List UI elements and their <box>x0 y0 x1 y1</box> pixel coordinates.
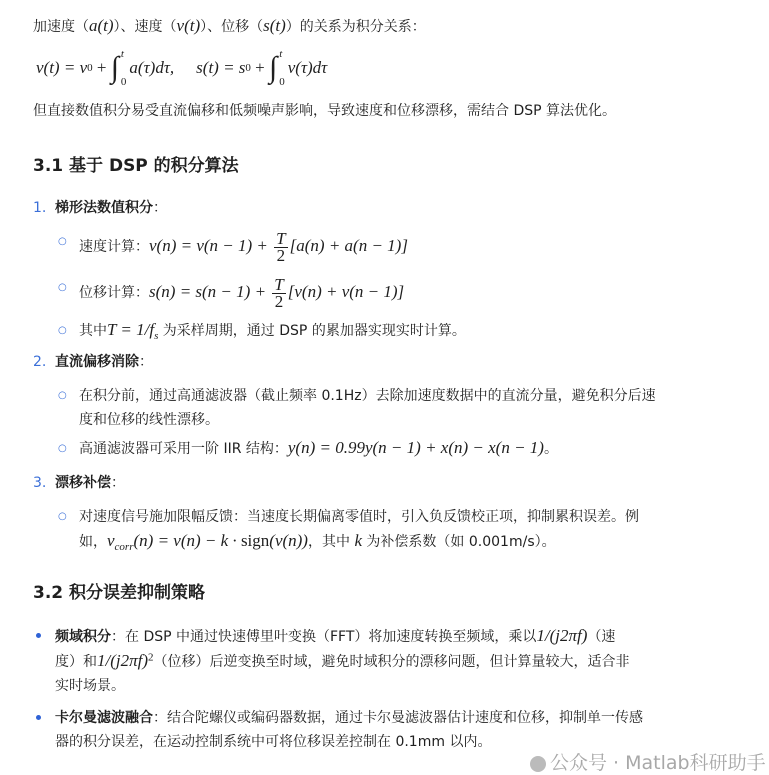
text: ： <box>153 200 167 216</box>
item-title: 漂移补偿 <box>55 475 111 491</box>
math: T = 1/f <box>107 320 155 339</box>
text: 度和位移的线性漂移。 <box>79 412 219 428</box>
bullet-icon <box>36 633 41 638</box>
text: ）的关系为积分关系： <box>285 19 426 35</box>
math: (v(n)) <box>269 531 308 550</box>
text: 结合陀螺仪或编码器数据，通过卡尔曼滤波器估计速度和位移，抑制单一传感 <box>167 710 643 726</box>
text: ： <box>111 629 125 645</box>
text: 为采样周期，通过 DSP 的累加器实现实时计算。 <box>158 323 466 339</box>
math: y(n) = 0.99y(n − 1) + x(n) − x(n − 1) <box>287 438 544 457</box>
watermark <box>530 753 766 773</box>
upper: t <box>279 48 283 60</box>
text: 其中 <box>79 323 107 339</box>
math: s(t) = s <box>196 58 246 77</box>
math: k <box>354 531 362 550</box>
text: 。 <box>543 441 558 457</box>
text: 在积分前，通过高通滤波器（截止频率 0.1Hz）去除加速度数据中的直流分量，避免积分后速 <box>79 388 656 404</box>
fraction <box>272 274 285 311</box>
math: s(n) = s(n − 1) + <box>149 282 271 301</box>
limits <box>279 48 285 88</box>
text: ： <box>111 475 125 491</box>
text: 在 DSP 中通过快速傅里叶变换（FFT）将加速度转换至频域，乘以 <box>125 629 537 645</box>
text: ： <box>139 354 153 370</box>
lower: 0 <box>279 76 285 88</box>
sub-item <box>79 505 639 554</box>
list-number: 1. <box>33 200 47 216</box>
list-number: 2. <box>33 354 47 370</box>
math: sign <box>240 531 270 550</box>
sub-item <box>79 274 404 311</box>
math: a(τ)dτ, <box>129 58 175 77</box>
text: 为补偿系数（如 0.001m/s）。 <box>361 534 556 550</box>
text: （位移）后逆变换至时域，避免时域积分的漂移问题，但计算量较大，适合非 <box>153 654 630 670</box>
list-item <box>33 351 153 373</box>
math: v(t) <box>176 16 201 35</box>
math: 1/(j2πf) <box>536 626 588 645</box>
text: 实时场景。 <box>55 678 125 694</box>
sub-item <box>79 437 558 460</box>
section-heading: 3.1 基于 DSP 的积分算法 <box>33 156 239 176</box>
watermark-text: 公众号 · Matlab科研助手 <box>550 752 766 774</box>
math: s(t) <box>263 16 286 35</box>
list-number: 3. <box>33 475 47 491</box>
math: [a(n) + a(n − 1)] <box>289 236 408 255</box>
item-title: 梯形法数值积分 <box>55 200 153 216</box>
integral-sign: ∫ <box>269 51 278 84</box>
circle-bullet-icon: ○ <box>58 325 67 336</box>
text: 高通滤波器可采用一阶 IIR 结构： <box>79 441 288 457</box>
fraction <box>274 228 287 265</box>
text: （速 <box>587 629 616 645</box>
bullet-item <box>55 706 643 754</box>
item-title: 直流偏移消除 <box>55 354 139 370</box>
denominator: 2 <box>274 291 284 311</box>
upper: t <box>120 48 124 60</box>
math: v <box>107 531 115 550</box>
text: 度）和 <box>55 654 97 670</box>
math: 2 <box>148 651 154 664</box>
list-item <box>33 197 167 219</box>
math: corr <box>114 540 134 553</box>
section-heading: 3.2 积分误差抑制策略 <box>33 583 206 603</box>
circle-bullet-icon: ○ <box>58 443 67 454</box>
text: ，其中 <box>307 534 355 550</box>
math: 1/(j2πf) <box>97 651 149 670</box>
text: 器的积分误差，在运动控制系统中可将位移误差控制在 0.1mm 以内。 <box>55 734 492 750</box>
text: ）、位移（ <box>200 19 264 35</box>
math: v(t) = v <box>36 58 88 77</box>
text: 加速度（ <box>33 19 89 35</box>
list-item <box>33 472 125 494</box>
intro-note: 但直接数值积分易受直流偏移和低频噪声影响，导致速度和位移漂移，需结合 DSP 算法优化。 <box>33 103 617 119</box>
text: 对速度信号施加限幅反馈：当速度长期偏离零值时，引入负反馈校正项，抑制累积误差。例 <box>79 509 639 525</box>
circle-bullet-icon: ○ <box>58 511 67 522</box>
math: [v(n) + v(n − 1)] <box>287 282 405 301</box>
text: 如， <box>79 534 107 550</box>
denominator: 2 <box>276 245 286 265</box>
circle-bullet-icon: ○ <box>58 282 67 293</box>
item-title: 卡尔曼滤波融合 <box>55 710 153 726</box>
math: v(n) = v(n − 1) + <box>149 236 273 255</box>
sub-item <box>79 384 656 432</box>
bullet-item <box>55 624 630 698</box>
integral-sign: ∫ <box>110 51 119 84</box>
sub-item <box>79 228 408 265</box>
label: 速度计算： <box>79 239 149 255</box>
circle-bullet-icon: ○ <box>58 390 67 401</box>
bullet-icon <box>36 715 41 720</box>
item-title: 频域积分 <box>55 629 111 645</box>
wechat-icon <box>530 756 546 772</box>
math: v(τ)dτ <box>287 58 328 77</box>
numerator: T <box>274 274 284 294</box>
circle-bullet-icon: ○ <box>58 236 67 247</box>
integral-formula: v(t) = v 0 + ∫ t 0 a(τ)dτ, s(t) = s 0 + ∫ t 0 v(τ)dτ <box>36 48 328 88</box>
text: ： <box>153 710 167 726</box>
math: a(t) <box>89 16 114 35</box>
numerator: T <box>276 228 286 248</box>
label: 位移计算： <box>79 285 149 301</box>
math: s <box>154 329 159 342</box>
math: + <box>250 58 270 77</box>
math: (n) = v(n) − k · <box>133 531 241 550</box>
math: + <box>92 58 111 77</box>
intro-line <box>33 15 426 38</box>
text: ）、速度（ <box>113 19 177 35</box>
limits <box>121 48 127 88</box>
lower: 0 <box>120 76 127 88</box>
sub-item <box>79 319 466 342</box>
